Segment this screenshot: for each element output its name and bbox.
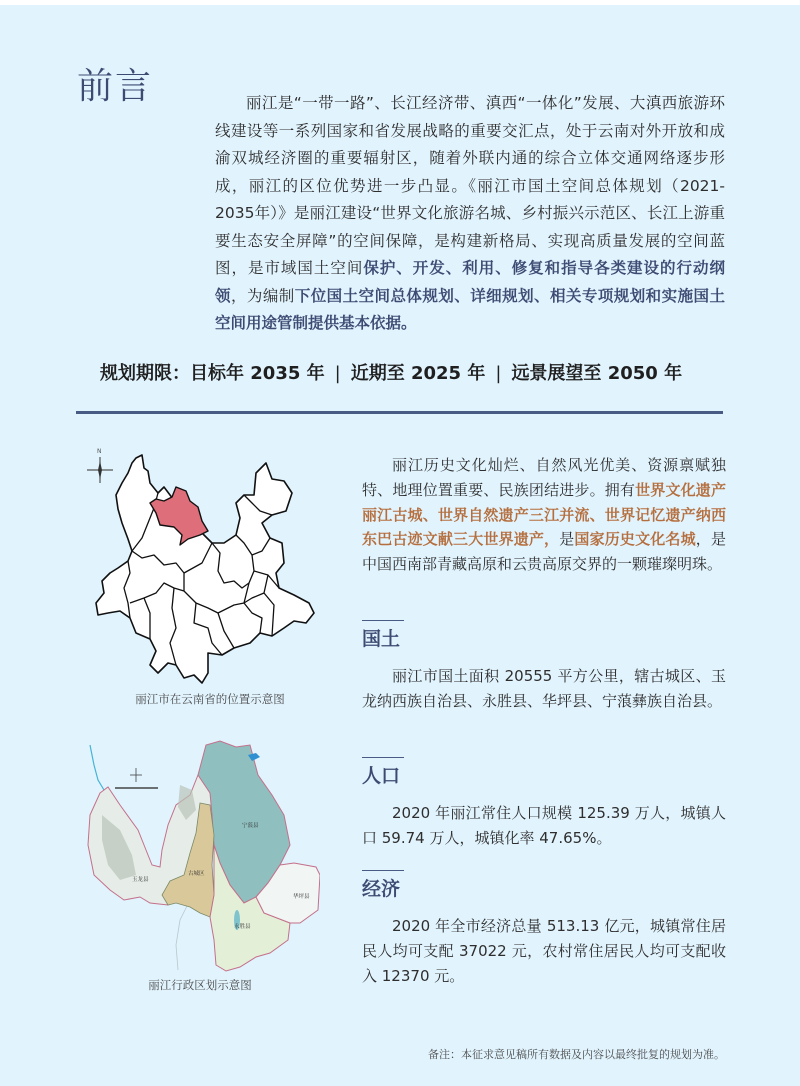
- page: [0, 5, 800, 1086]
- intro-text-1: 丽江是“一带一路”、长江经济带、滇西“一体化”发展、大滇西旅游环线建设等一系列国家和省发展战略的重要交汇点，处于云南对外开放和成渝双城经济圈的重要辐射区，随着外联内通的综合立体交通网络逐步形成，丽江的区位优势进一步凸显。《丽江市国土空间总体规划（2021-2035年）》是丽江建设“世界文化旅游名城、乡村振兴示范区、长江上游重要生态安全屏障”的空间保障，是构建新格局、实现高质量发展的空间蓝图，是市域国土空间: [215, 94, 725, 277]
- yunnan-map-caption: 丽江市在云南省的位置示意图: [135, 692, 285, 706]
- culture-highlight-1: 世界文化遗产丽江古城、世界自然遗产三江并流、世界记忆遗产纳西东巴古迹文献三大世界遗产，: [362, 480, 726, 549]
- period-target: 目标年 2035 年: [190, 363, 325, 384]
- divider-rule: [76, 411, 723, 414]
- section-rule: [362, 870, 404, 871]
- culture-text-3: ，是中国西南部青藏高原和云贵高原交界的一颗璀璨明珠。: [362, 530, 726, 574]
- period-label: 规划期限：: [100, 363, 190, 384]
- label-huaping: 华坪县: [293, 894, 310, 900]
- section-text: 2020 年全市经济总量 513.13 亿元，城镇常住居民人均可支配 37022 元，农村常住居民人均可支配收入 12370 元。: [362, 917, 726, 985]
- admin-map-caption: 丽江行政区划示意图: [148, 978, 252, 992]
- scale-bar-icon: [115, 768, 158, 788]
- section-land: [362, 620, 726, 714]
- section-rule: [362, 620, 404, 621]
- svg-text:N: N: [97, 448, 102, 455]
- section-economy: [362, 870, 726, 988]
- yunnan-location-map: [84, 443, 334, 688]
- label-ninglang: 宁蒗县: [242, 823, 259, 829]
- intro-text-2: ，为编制: [230, 286, 295, 305]
- period-separator: |: [495, 363, 502, 384]
- period-far: 远景展望至 2050 年: [511, 363, 683, 384]
- lijiang-admin-map: [80, 735, 320, 975]
- label-yongsheng: 永胜县: [234, 924, 251, 930]
- culture-text-2: 是: [559, 530, 575, 549]
- culture-text-1: 丽江历史文化灿烂、自然风光优美、资源禀赋独特、地理位置重要、民族团结进步。拥有: [362, 456, 726, 499]
- label-gucheng: 古城区: [188, 871, 205, 877]
- section-rule: [362, 757, 404, 758]
- culture-paragraph: [362, 453, 726, 577]
- section-text: 丽江市国土面积 20555 平方公里，辖古城区、玉龙纳西族自治县、永胜县、华坪县、宁蒗彝族自治县。: [362, 667, 726, 710]
- label-yulong: 玉龙县: [132, 877, 149, 883]
- section-heading: 经济: [362, 878, 401, 900]
- intro-bold-2: 下位国土空间总体规划、详细规划、相关专项规划和实施国土空间用途管制提供基本依据。: [215, 286, 725, 332]
- period-separator: |: [334, 363, 341, 384]
- period-near: 近期至 2025 年: [350, 363, 486, 384]
- planning-period: [100, 360, 730, 388]
- section-text: 2020 年丽江常住人口规模 125.39 万人，城镇人口 59.74 万人，城镇化率 47.65%。: [362, 804, 726, 847]
- section-heading: 国土: [362, 628, 401, 650]
- intro-bold-1: 保护、开发、利用、修复和指导各类建设的行动纲领: [215, 259, 725, 305]
- footnote: 备注：本征求意见稿所有数据及内容以最终批复的规划为准。: [428, 1048, 725, 1061]
- section-population: [362, 757, 726, 851]
- section-heading: 人口: [362, 765, 401, 787]
- culture-highlight-2: 国家历史文化名城: [574, 530, 696, 549]
- page-title: 前言: [77, 66, 154, 107]
- intro-paragraph: [215, 90, 725, 338]
- compass-icon: [87, 448, 113, 483]
